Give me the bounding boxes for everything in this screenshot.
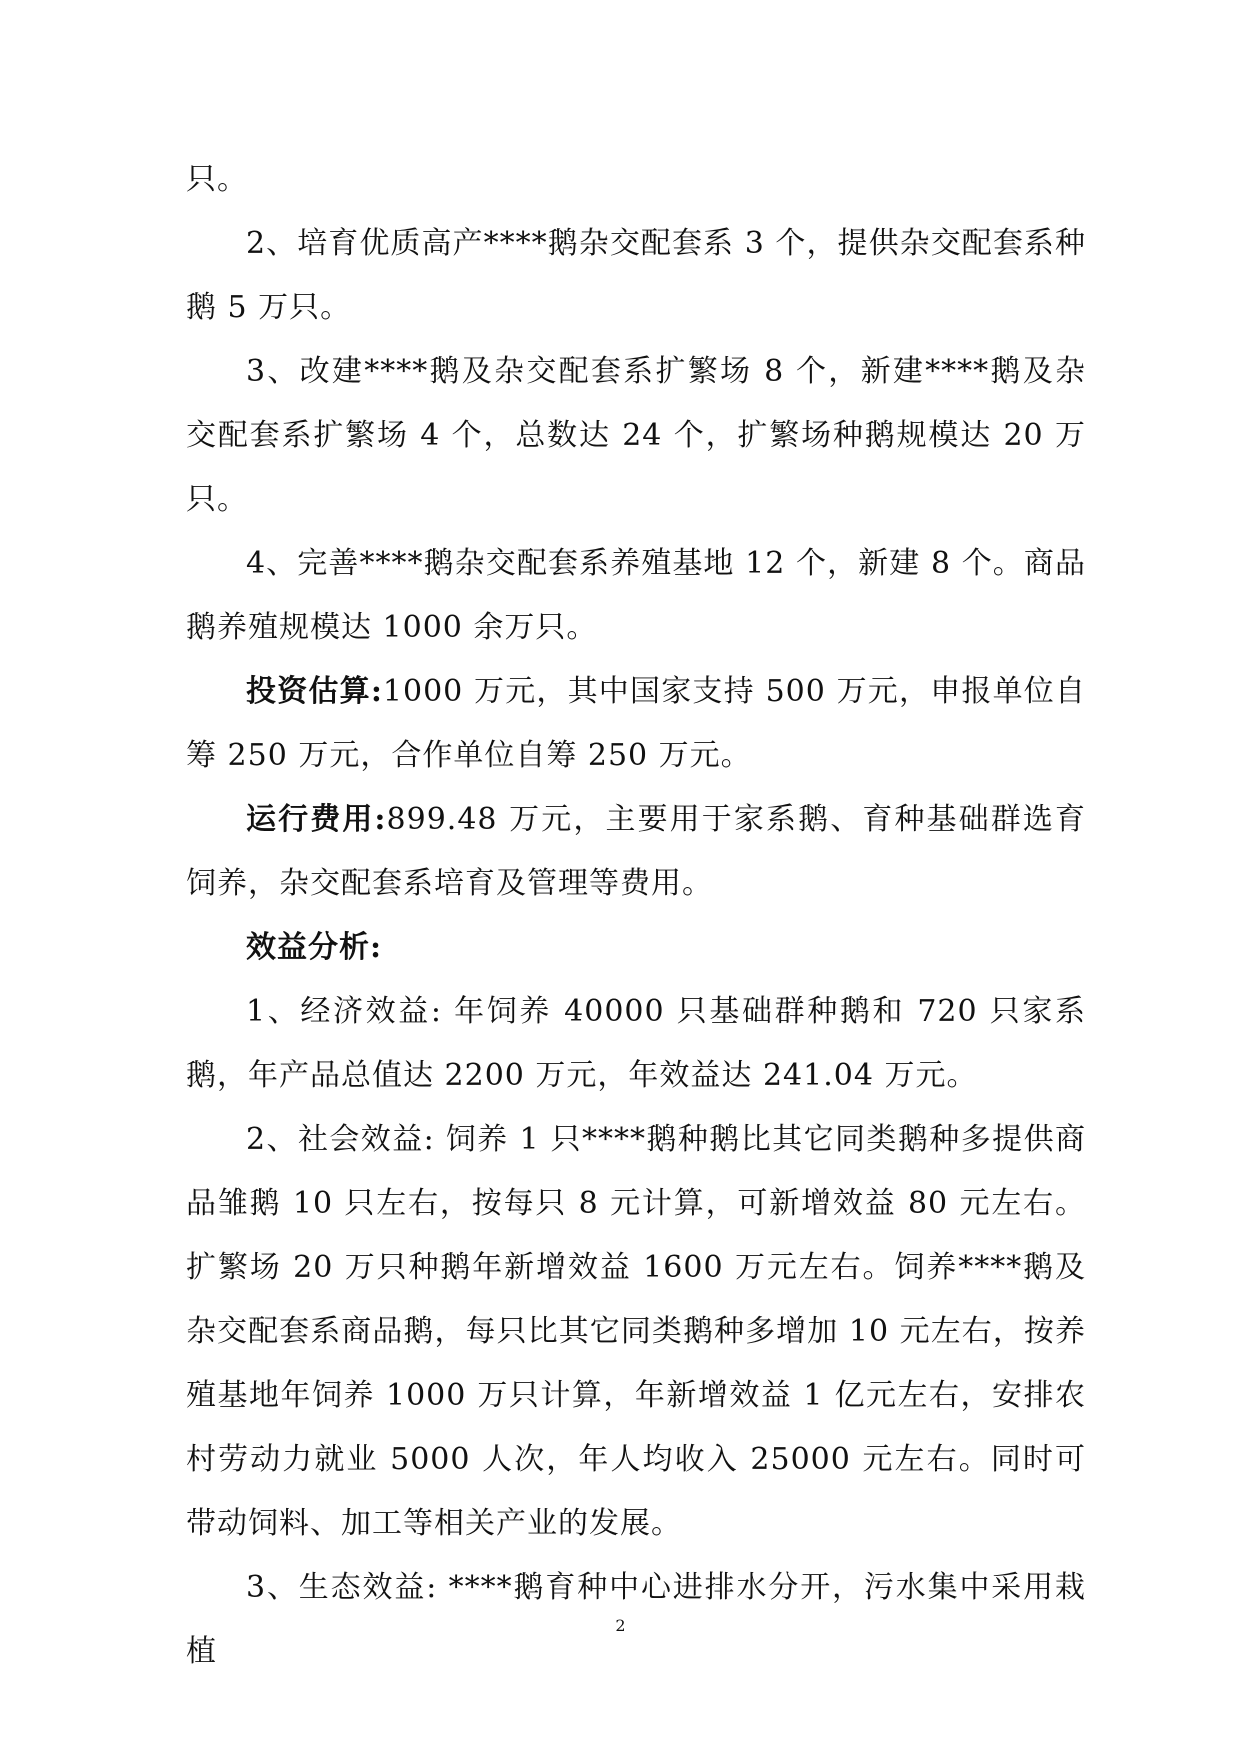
benefit-heading: 效益分析: [246,930,383,965]
operating-text: 899.48 万元，主要用于家系鹅、育种基础群选育饲养，杂交配套系培育及管理等费用。 [186,802,1086,901]
investment-text: 1000 万元，其中国家支持 500 万元，申报单位自筹 250 万元，合作单位自筹 250 万元。 [186,674,1087,773]
goal-paragraph-2: 2、培育优质高产****鹅杂交配套系 3 个，提供杂交配套系种鹅 5 万只。 [186,226,1086,325]
investment-paragraph [186,660,1086,788]
continuation-line: 只。 [186,162,248,197]
benefit-economic: 1、经济效益: 年饲养 40000 只基础群种鹅和 720 只家系鹅，年产品总值达 2200 万元，年效益达 241.04 万元。 [186,994,1086,1093]
goal-paragraph-3: 3、改建****鹅及杂交配套系扩繁场 8 个，新建****鹅及杂交配套系扩繁场 4 个，总数达 24 个，扩繁场种鹅规模达 20 万只。 [186,354,1086,517]
operating-paragraph [186,788,1086,916]
operating-label: 运行费用: [246,802,387,837]
benefit-social: 2、社会效益: 饲养 1 只****鹅种鹅比其它同类鹅种多提供商品雏鹅 10 只左右，按每只 8 元计算，可新增效益 80 元左右。扩繁场 20 万只种鹅年新增效益 1600 万元左右。饲养****鹅及杂交配套系商品鹅，每只比其它同类鹅种多增加 10 元左右，按养殖基地年饲养 1000 万只计算，年新增效益 1 亿元左右，安排农村劳动力就业 5000 人次，年人均收入 25000 元左右。同时可带动饲料、加工等相关产业的发展。 [186,1122,1086,1541]
goal-paragraph-4: 4、完善****鹅杂交配套系养殖基地 12 个，新建 8 个。商品鹅养殖规模达 1000 余万只。 [186,546,1086,645]
page-number: 2 [615,1616,626,1635]
document-body [186,148,1086,1684]
benefit-ecological: 3、生态效益: ****鹅育种中心进排水分开，污水集中采用栽植 [186,1570,1086,1669]
investment-label: 投资估算: [246,674,383,709]
